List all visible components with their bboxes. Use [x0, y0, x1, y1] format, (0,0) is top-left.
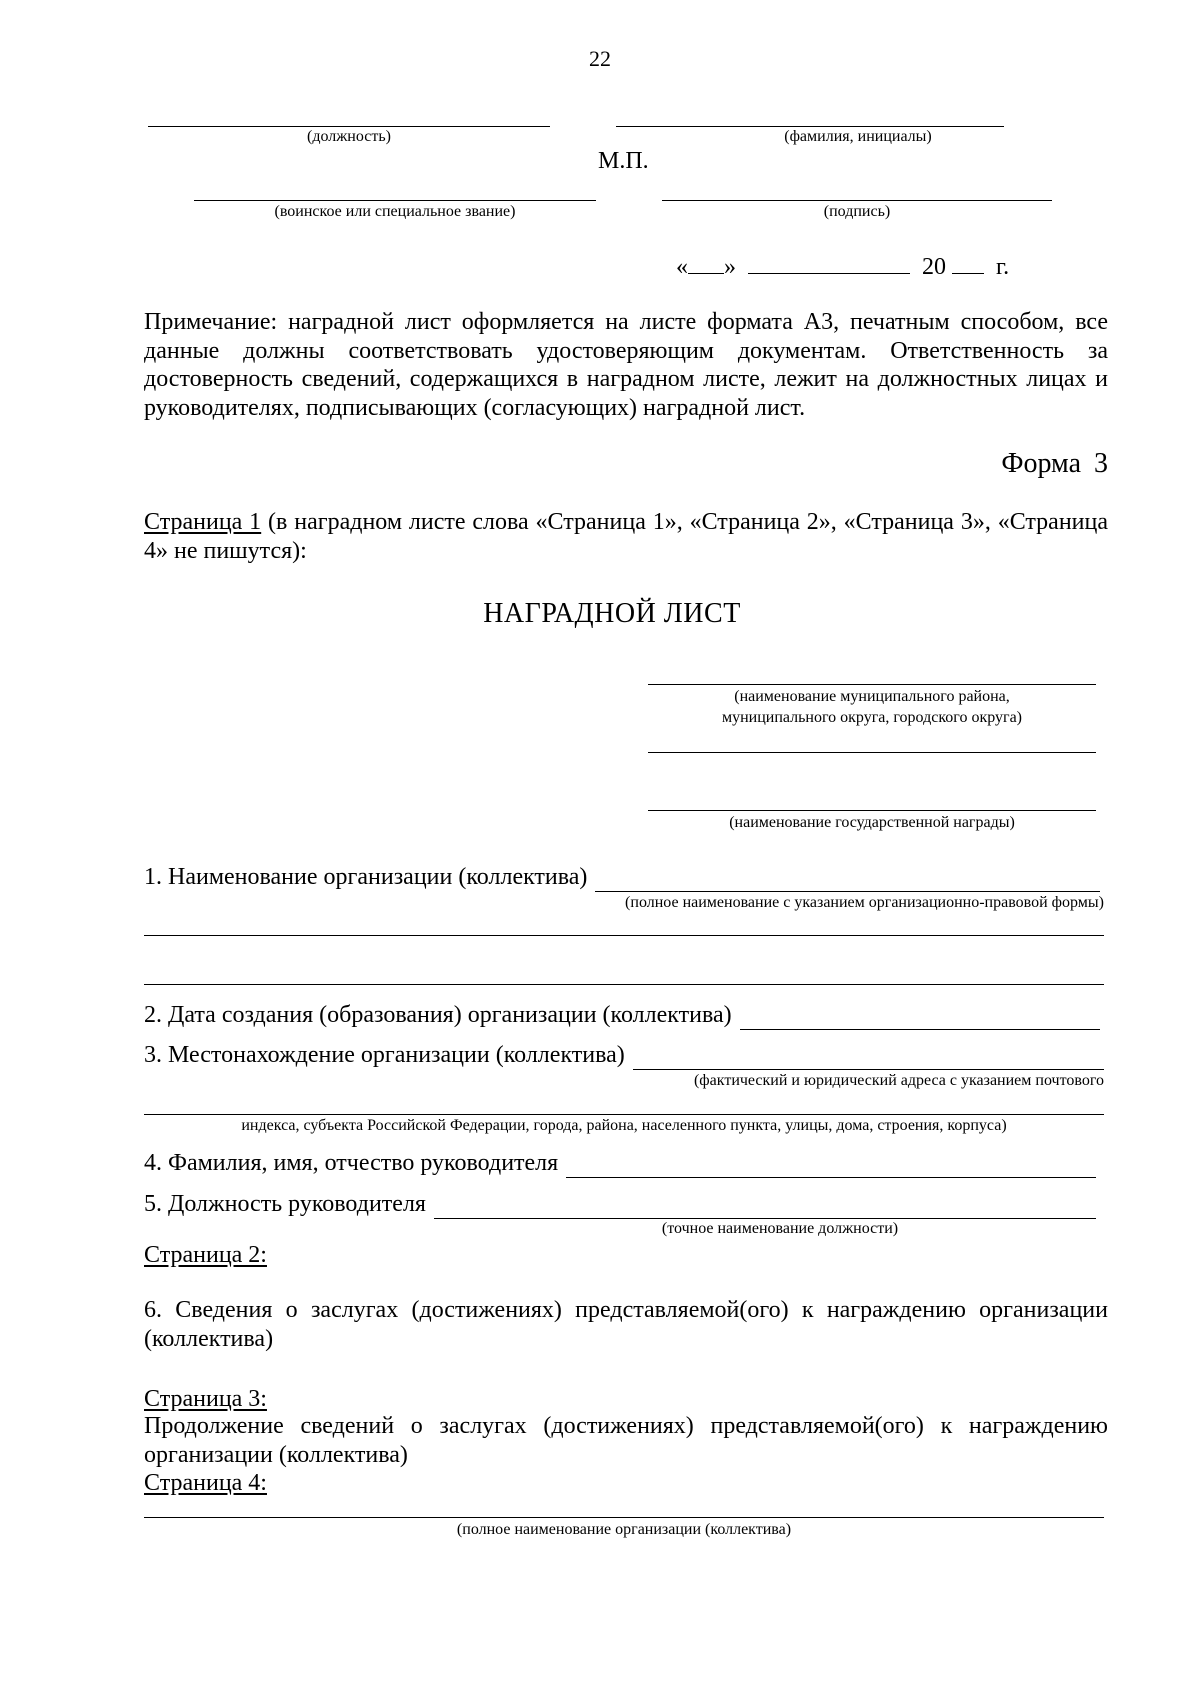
page2-text: 6. Сведения о заслугах (достижениях) представляемой(ого) к награждению организации (коллектива) — [144, 1297, 1108, 1352]
org-name-label: 1. Наименование организации (коллектива) — [144, 864, 588, 890]
head-name-label: 4. Фамилия, имя, отчество руководителя — [144, 1150, 559, 1176]
location-caption-1: (фактический и юридический адреса с указанием почтового — [693, 1072, 1104, 1089]
seal-label: М.П. — [598, 148, 649, 174]
page3-heading: Страница 3: — [144, 1386, 267, 1412]
name-caption: (фамилия, инициалы) — [784, 128, 932, 145]
date-close-quote: » — [724, 254, 736, 280]
org-name-line-2[interactable] — [144, 935, 1104, 936]
page2-heading: Страница 2: — [144, 1242, 267, 1268]
date-year-prefix: 20 — [922, 254, 946, 280]
head-name-input-line[interactable] — [566, 1155, 1096, 1178]
field-org-name — [144, 862, 1100, 892]
field-location — [144, 1040, 1104, 1070]
form-label: Форма 3 — [1001, 448, 1108, 479]
head-position-label: 5. Должность руководителя — [144, 1191, 426, 1217]
page4-caption: (полное наименование организации (коллектива) — [456, 1521, 792, 1538]
page1-intro — [144, 508, 1108, 565]
document-title: НАГРАДНОЙ ЛИСТ — [483, 598, 741, 629]
location-input-line[interactable] — [633, 1047, 1104, 1070]
org-name-caption: (полное наименование с указанием организационно-правовой формы) — [625, 894, 1104, 911]
date-line — [676, 252, 1009, 282]
page1-note: (в наградном листе слова «Страница 1», «Страница 2», «Страница 3», «Страница 4» не пишутся): — [144, 509, 1109, 564]
page4-org-line[interactable] — [144, 1517, 1104, 1518]
field-head-position — [144, 1189, 1096, 1219]
founding-date-label: 2. Дата создания (образования) организации (коллектива) — [144, 1002, 732, 1028]
founding-date-input-line[interactable] — [740, 1007, 1100, 1030]
head-position-input-line[interactable] — [434, 1196, 1096, 1219]
award-line — [648, 810, 1096, 811]
date-open-quote: « — [676, 254, 688, 280]
position-line — [148, 126, 550, 127]
location-line-2[interactable] — [144, 1114, 1104, 1115]
signature-caption: (подпись) — [823, 203, 891, 220]
date-year-suffix: г. — [996, 254, 1010, 280]
note-paragraph: Примечание: наградной лист оформляется на листе формата А3, печатным способом, все данные должны соответствовать удостоверяющим документам. Ответственность за достоверность сведений, содержащихся в наградном листе, лежит на должностных лицах и руководителях, подписывающих (согласующих) наградной лист. — [144, 309, 1108, 421]
position-caption: (должность) — [307, 128, 391, 145]
page-number: 22 — [589, 46, 611, 71]
name-line — [616, 126, 1004, 127]
municipality-caption-2: муниципального округа, городского округа) — [721, 709, 1023, 726]
municipality-line — [648, 684, 1096, 685]
page3-text: Продолжение сведений о заслугах (достижениях) представляемой(ого) к награждению организации (коллектива) — [144, 1413, 1108, 1468]
date-day-blank — [688, 273, 724, 274]
date-year-blank — [952, 273, 984, 274]
org-name-line-3[interactable] — [144, 984, 1104, 985]
date-month-blank — [748, 273, 910, 274]
municipality-line-2 — [648, 752, 1096, 753]
location-caption-2: индекса, субъекта Российской Федерации, города, района, населенного пункта, улицы, дома, строения, корпуса) — [241, 1117, 1007, 1134]
location-label: 3. Местонахождение организации (коллектива) — [144, 1042, 625, 1068]
page4-heading: Страница 4: — [144, 1470, 267, 1496]
field-head-name — [144, 1148, 1096, 1178]
municipality-caption-1: (наименование муниципального района, — [734, 688, 1010, 705]
field-founding-date — [144, 1000, 1100, 1030]
rank-line — [194, 200, 596, 201]
page1-heading: Страница 1 — [144, 509, 262, 535]
rank-caption: (воинское или специальное звание) — [274, 203, 516, 220]
org-name-input-line[interactable] — [595, 869, 1100, 892]
signature-line — [662, 200, 1052, 201]
award-caption: (наименование государственной награды) — [729, 814, 1015, 831]
head-position-caption: (точное наименование должности) — [661, 1220, 899, 1237]
